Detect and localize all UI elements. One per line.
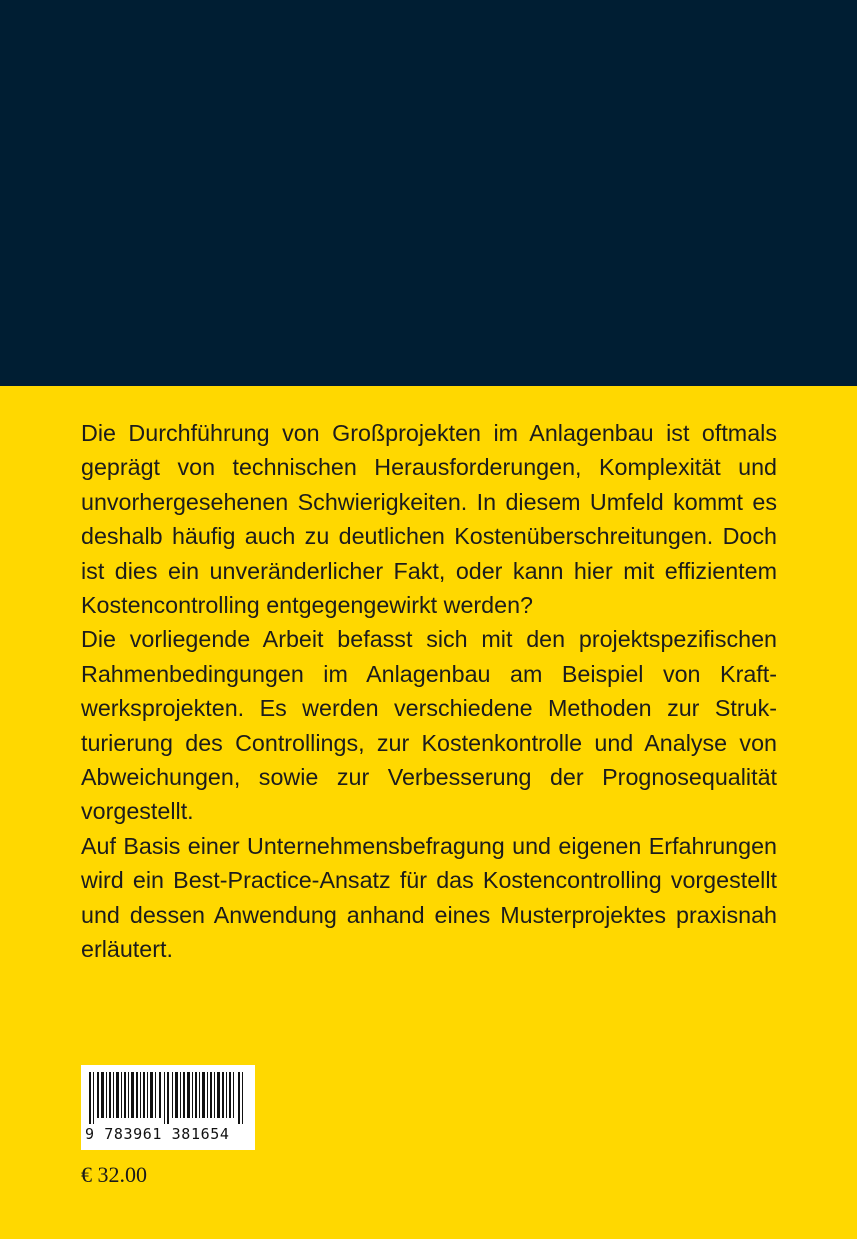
price-label: € 32.00	[81, 1162, 147, 1187]
isbn-barcode	[81, 1065, 255, 1150]
blurb-text	[81, 416, 777, 967]
barcode-bars	[89, 1072, 247, 1124]
blurb-paragraph-2: Die vorliegende Arbeit befasst sich mit den projektspezifischen Rahmenbedingungen im Anlagenbau am Beispiel von Kraftwerksprojekten. Es werden verschiedene Methoden zur Strukturierung des Controllings, zur Kostenkontrolle und Analyse von Abweichungen, sowie zur Verbesserung der Prognosequalität vorgestellt.	[81, 626, 777, 825]
blurb-paragraph-3: Auf Basis einer Unternehmensbefragung und eigenen Erfahrungen wird ein Best-Practice-Ansatz für das Kostencontrolling vorgestellt und dessen Anwendung anhand eines Musterprojektes praxisnah erläutert.	[81, 832, 777, 963]
blurb-paragraph-1: Die Durchführung von Großprojekten im Anlagenbau ist oftmals geprägt von technischen Herausforderungen, Komplexität und unvorhergesehenen Schwierigkeiten. In diesem Umfeld kommt es deshalb häufig auch zu deutlichen Kostenüberschreitungen. Doch ist dies ein unveränderlicher Fakt, oder kann hier mit effizientem Kostencontrolling entgegengewirkt werden?	[81, 420, 777, 619]
isbn-number: 9 783961 381654	[85, 1125, 230, 1143]
cover-top-band	[0, 0, 857, 386]
